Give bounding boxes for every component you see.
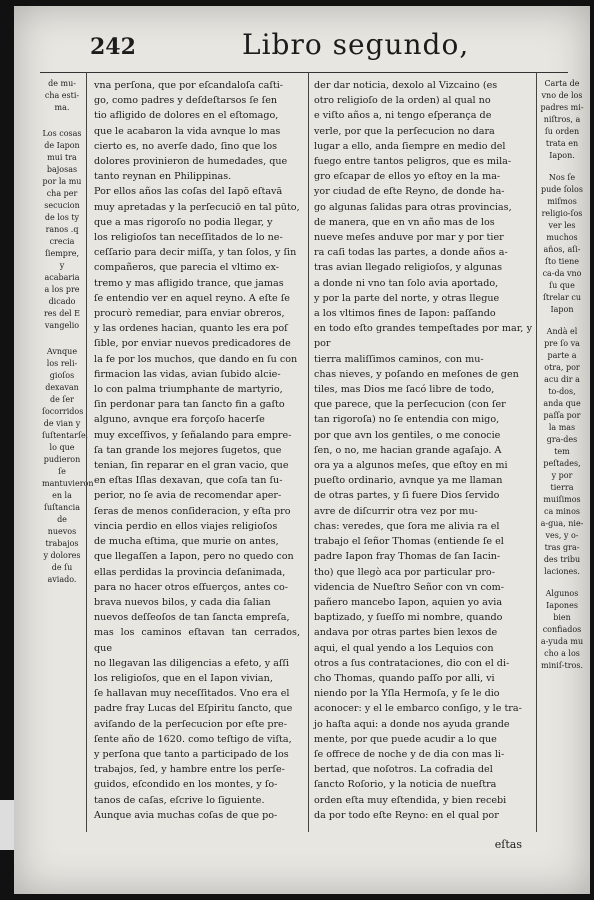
text-line: tremo y mas afligido trance, que jamas [94,277,284,289]
margin-note: Los cosas de Iapon mui tra bajosas por la mu cha per secucion de los ty ranos .q crecia ſiempre, y acabaria a los pre dicado res del E vangelio [42,129,82,330]
text-line: padre fray Lucas del Eſpiritu ſancto, que [94,703,293,715]
header-rule [40,72,568,73]
text-line: nueve meſes anduve por mar y por tier [314,232,504,244]
text-line: baptizado, y ſueſſo mi nombre, quando [314,612,503,624]
text-line: bertad, que noſotros. La cofradia del [314,764,493,776]
margin-divider-left [86,72,87,832]
text-line: niendo por la Yſla Hermoſa, y ſe le dio [314,688,500,700]
text-line: a donde ni vno tan ſolo avia aportado, [314,277,499,289]
text-line: los religioſos, que en el Iapon vivian, [94,672,273,684]
text-line: avre de diſcurrir otra vez por mu- [314,505,478,517]
text-line: go, como padres y deſdeſtarsos ſe ſen [94,95,278,107]
text-line: brava nuevos bilos, y cada dia ſalian [94,596,271,608]
text-line: lugar a ello, anda ſiempre en medio del [314,140,506,152]
text-line: muy apretadas y la perſecuciō en tal pūto, [94,201,300,213]
text-line: aconocer: y el le embarco conſigo, y le tra- [314,703,522,715]
text-line: tras avian llegado religioſos, y algunas [314,262,503,274]
margin-note: Carta de vno de los padres mi-niſtros, a ſu orden trata en Iapon. [540,79,584,160]
catchword: eſtas [494,838,522,851]
text-line: aviſando de la perſecucion por eſte pre- [94,718,287,730]
text-line: de mucha eſtima, que murie on antes, [94,536,279,548]
text-line: para no hacer otros eſfuerços, antes co- [94,581,288,593]
text-line: Por ellos años las coſas del Iapō eſtavā [94,186,283,198]
text-line: trabajo el ſeñor Thomas (entiende ſe el [314,536,504,548]
running-title: Libro segundo, [242,28,470,61]
text-line: dolores provinieron de humedades, que [94,156,288,168]
text-line: e viſto años a, ni tengo eſperança de [314,110,492,122]
text-line: tan rigoroſa) no ſe entendia con migo, [314,414,500,426]
text-line: ſe offrece de noche y de dia con mas li- [314,748,505,760]
text-line: chas: veredes, que ſora me alivia ra el [314,520,500,532]
text-line: go algunas ſalidas para otras provincias, [314,201,512,213]
text-line: jo haſta aqui: a donde nos ayuda grande [314,718,510,730]
text-line: gro eſcapar de ellos yo eſtoy en la ma- [314,171,501,183]
text-line: ellas perdidas la provincia deſanimada, [94,566,286,578]
text-line: otro religioſo de la orden) al qual no [314,95,491,107]
text-line: por que avn los gentiles, o me conocie [314,429,501,441]
page-header [14,28,590,68]
text-line: a los vltimos fines de Iapon: paſſando [314,308,496,320]
text-line: ſe entendio ver en aquel reyno. A eſte ſe [94,292,290,304]
text-line: ora ya a algunos meſes, que eſtoy en mi [314,460,508,472]
margin-note: Nos ſe pude ſolos miſmos religio-ſos ver les muchos años, aſi-ſto tiene ca-da vno ſu que ſtrelar cu Iapon [541,173,583,314]
text-line: cierto es, no averſe dado, ſino que los [94,140,278,152]
text-line: ſeras de menos conſideracion, y eſta pro [94,505,291,517]
text-line: Aunque avia muchas coſas de que po- [94,809,278,821]
text-line: en todo eſto grandes tempeſtades por mar, y por [314,323,532,350]
text-line: tierra maliſſimos caminos, con mu- [314,353,484,365]
text-line: compañeros, que parecia el vltimo ex- [94,262,280,274]
text-line: y por la parte del norte, y otras llegue [314,292,500,304]
text-line: ſa tan grande los mejores ſugetos, que [94,444,282,456]
margin-note: de mu-cha esti-ma. [44,79,80,112]
text-line: verle, por que la perſecucion no dara [314,125,495,137]
text-line: der dar noticia, dexolo al Vizcaino (es [314,80,498,91]
text-line: que parece, que la perſecucion (con ſer [314,399,506,411]
column-divider [308,72,309,832]
text-line: los religioſos tan neceſſitados de lo ne- [94,232,283,244]
text-line: pueſto ordinario, avnque ya me llaman [314,475,503,487]
text-line: muy exceſſivos, y ſeñalando para empre- [94,429,292,441]
text-line: tio afligido de dolores en el eſtomago, [94,110,279,122]
text-line: otros a ſus contrataciones, dio con el di- [314,657,510,669]
text-line: ſancto Roſorio, y la noticia de nueſtra [314,779,497,791]
text-line: vincia perdio en ellos viajes religioſos [94,520,278,532]
text-line: perior, no ſe avia de recomendar aper- [94,490,282,502]
text-line: andava por otras partes bien lexos de [314,627,498,639]
text-column-left [94,78,300,823]
text-line: no llegavan las diligencias a efeto, y aſſi [94,657,290,669]
text-line: tho) que llegò aca por particular pro- [314,566,495,578]
text-line: guidos, eſcondido en los montes, y ſo- [94,779,278,791]
margin-note: Algunos Iapones bien confiados a-yuda mu cho a los miniſ-tros. [540,589,584,670]
text-line: mas los caminos eſtavan tan cerrados, que [94,627,300,654]
text-line: ſente año de 1620. como teſtigo de viſta, [94,733,292,745]
text-line: alguno, avnque era forçoſo hacerſe [94,414,265,426]
binding-edge [0,800,14,850]
text-line: chas nieves, y poſando en meſones de gen [314,368,519,380]
text-line: da por todo eſte Reyno: en el qual por [314,809,499,821]
text-line: de manera, que en vn año mas de los [314,216,495,228]
text-line: ſen, o no, me hacian grande agaſajo. A [314,444,502,456]
text-line: fuego entre tantos peligros, que es mila- [314,156,512,168]
margin-note: Avnque los reli-gioſos dexavan de ſer ſocorridos de vian y ſuſtentarſe, lo que pudieron ſe mantuvieron en la ſuſtancia de nuevos trabajos y dolores de ſu aviado. [42,347,94,584]
margin-divider-right [536,72,537,832]
text-line: ſin perdonar para tan ſancto fin a gaſto [94,399,285,411]
text-line: lo con palma triumphante de martyrio, [94,384,283,396]
text-line: pañero mancebo Iapon, aquien yo avia [314,596,503,608]
text-line: firmacion las vidas, avian ſubido alcie- [94,368,281,380]
right-margin-notes [540,78,584,682]
text-line: padre Iapon fray Thomas de ſan Iacin- [314,551,501,563]
text-line: tanos de caſas, eſcrive lo ſiguiente. [94,794,265,806]
text-column-right [314,78,532,823]
margin-note: Andà el pre ſo va parte a otra, por acu dir a to-dos, anda que paſſa por la mas gra-des tem peſtades, y por tierra muiſimos ca minos a-gua, nie-ves, y o-tras gra-des tribu laciones. [540,327,584,576]
text-line: cho Thomas, quando paſſo por alli, vi [314,672,495,684]
text-line: nuevos deſſeoſos de tan ſancta empreſa, [94,612,290,624]
text-line: ſe hallavan muy neceſſitados. Vno era el [94,688,290,700]
book-page [14,6,590,894]
text-line: vna perſona, que por eſcandaloſa caſti- [94,80,284,91]
text-line: tenian, ſin reparar en el gran vacio, que [94,460,289,472]
text-line: yor ciudad de eſte Reyno, de donde ha- [314,186,505,198]
text-line: y las ordenes hacian, quanto les era poſ [94,323,288,335]
text-line: procurò remediar, para enviar obreros, [94,308,285,320]
text-line: en eſtas Iſlas dexavan, que coſa tan ſu- [94,475,283,487]
text-line: que a mas rigoroſo no podia llegar, y [94,216,273,228]
left-margin-notes [42,78,94,600]
text-line: trabajos, ſed, y hambre entre los perſe- [94,764,285,776]
text-line: ſible, por enviar nuevos predicadores de [94,338,291,350]
text-line: mente, por que puede acudir a lo que [314,733,497,745]
text-line: ceſſario para decir miſſa, y tan ſolos, y ſin [94,247,297,259]
text-line: que llegaſſen a Iapon, pero no quedo con [94,551,294,563]
text-line: aqui, el qual yendo a los Lequios con [314,642,494,654]
text-line: ra caſi todas las partes, a donde años a- [314,247,508,259]
text-line: videncia de Nueſtro Señor con vn com- [314,581,504,593]
text-line: de otras partes, y ſi fuere Dios ſervido [314,490,500,502]
text-line: que le acabaron la vida avnque lo mas [94,125,281,137]
text-line: tanto reynan en Philippinas. [94,171,232,183]
text-line: tiles, mas Dios me ſacó libre de todo, [314,384,495,396]
text-line: la fe por los muchos, que dando en ſu con [94,353,298,365]
text-line: y perſona que tanto a participado de los [94,748,289,760]
page-number: 242 [90,34,136,60]
text-line: orden eſta muy eſtendida, y bien recebi [314,794,507,806]
